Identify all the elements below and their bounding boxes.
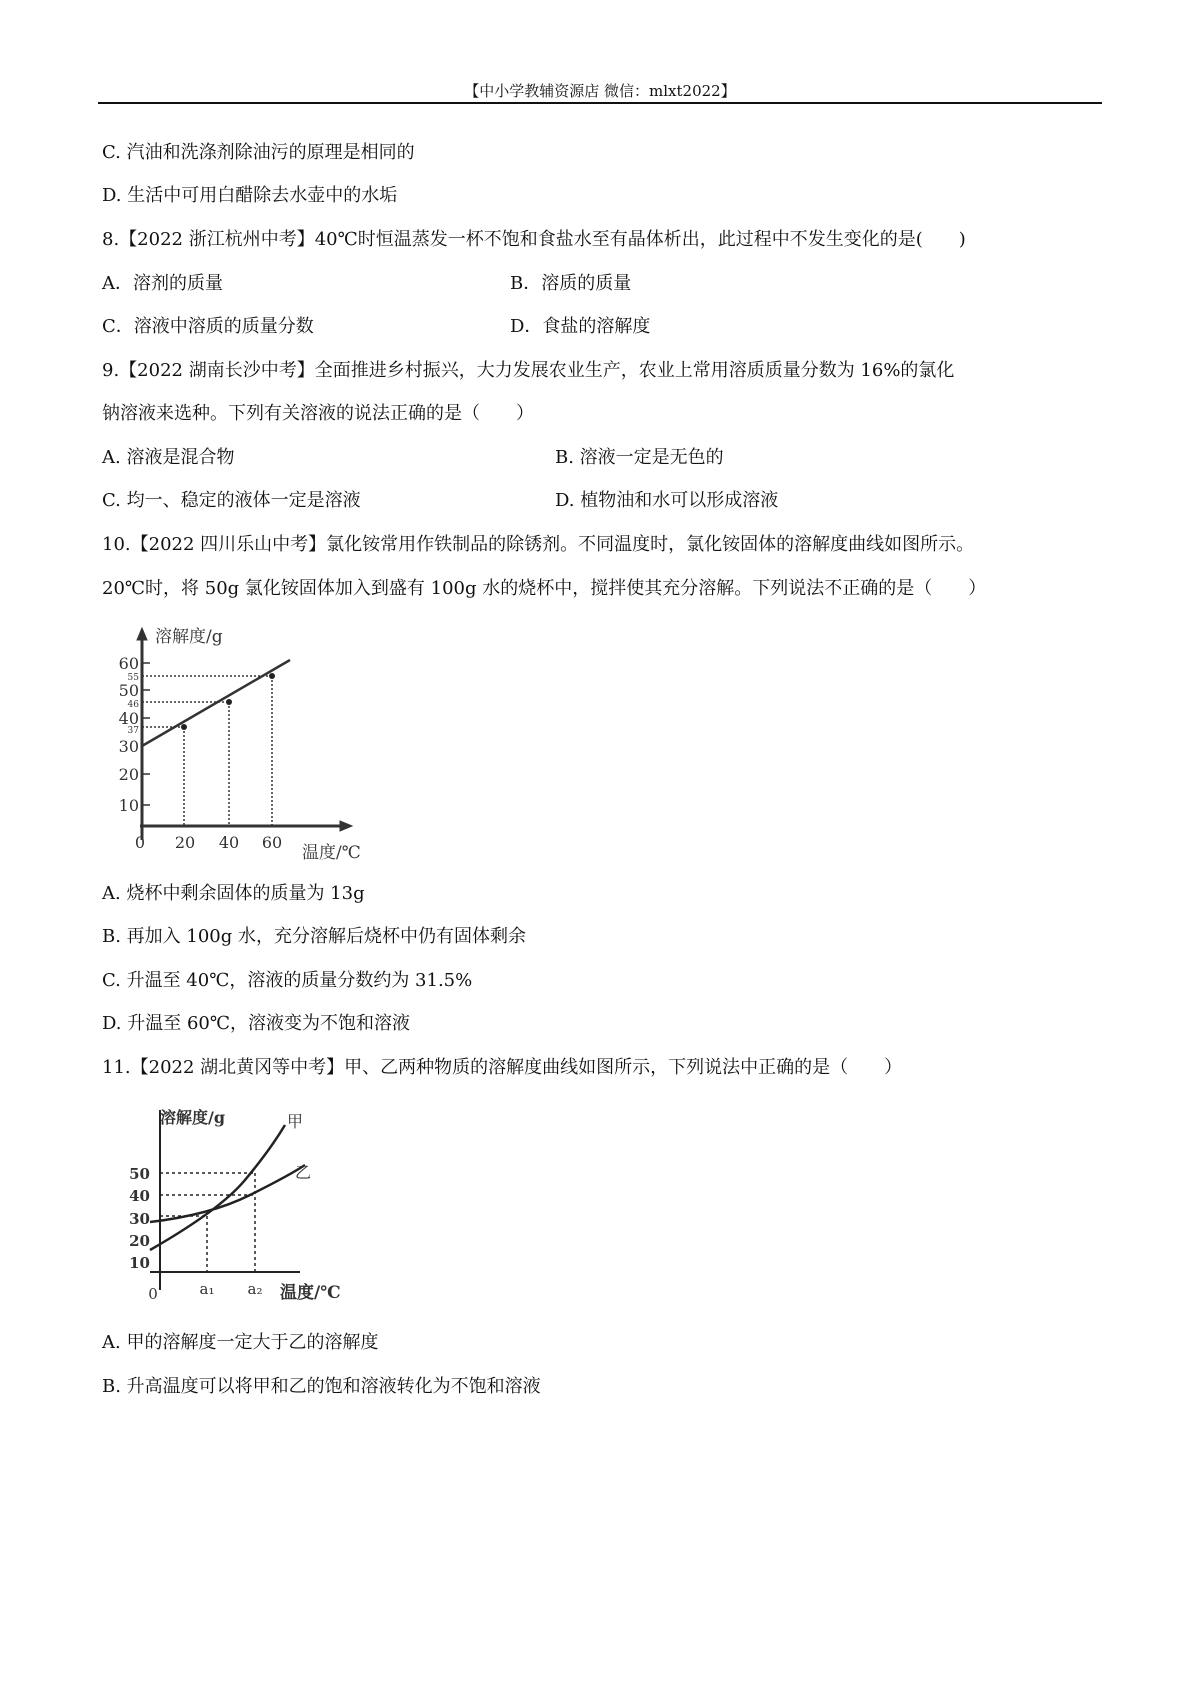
q11-series-yi-label: 乙 <box>295 1163 312 1182</box>
q9-option-b: B. 溶液一定是无色的 <box>555 447 724 468</box>
q10-stem-2: 20℃时，将 50g 氯化铵固体加入到盛有 100g 水的烧杯中，搅拌使其充分溶解。下列说法不正确的是（ ） <box>102 578 987 599</box>
q10-ytick: 37 <box>127 726 139 736</box>
q10-ytick: 60 <box>118 654 139 673</box>
q11-ytick: 30 <box>129 1210 150 1228</box>
q11-x-axis-label: 温度/℃ <box>280 1283 341 1303</box>
page-header: 【中小学教辅资源店 微信：mlxt2022】 <box>464 82 736 100</box>
q11-stem: 11.【2022 湖北黄冈等中考】甲、乙两种物质的溶解度曲线如图所示，下列说法中正确的是（ ） <box>102 1057 903 1078</box>
q10-xtick: 20 <box>174 833 196 852</box>
q10-x-axis-label: 温度/℃ <box>302 843 361 863</box>
q11-y-axis-label: 溶解度/g <box>160 1108 226 1127</box>
q11-ytick: 50 <box>129 1165 150 1183</box>
q8-option-c: C．溶液中溶质的质量分数 <box>102 316 314 337</box>
q10-ytick: 40 <box>118 709 139 728</box>
q10-y-axis-label: 溶解度/g <box>155 627 223 647</box>
q8-option-a: A．溶剂的质量 <box>102 273 223 294</box>
q9-option-c: C. 均一、稳定的液体一定是溶液 <box>102 490 361 511</box>
q11-option-a: A. 甲的溶解度一定大于乙的溶解度 <box>102 1332 379 1353</box>
q8-option-b: B．溶质的质量 <box>510 273 632 294</box>
q10-ytick: 50 <box>118 681 139 700</box>
q10-xtick: 0 <box>134 833 146 852</box>
q10-ytick: 55 <box>127 673 139 683</box>
q11-ytick: 20 <box>129 1232 150 1250</box>
q11-series-jia-label: 甲 <box>287 1112 304 1131</box>
q8-option-d: D．食盐的溶解度 <box>510 316 651 337</box>
q10-option-c: C. 升温至 40℃，溶液的质量分数约为 31.5% <box>102 970 473 991</box>
q10-option-d: D. 升温至 60℃，溶液变为不饱和溶液 <box>102 1013 410 1034</box>
q7-option-c: C. 汽油和洗涤剂除油污的原理是相同的 <box>102 142 415 163</box>
q9-stem-2: 钠溶液来选种。下列有关溶液的说法正确的是（ ） <box>102 403 534 424</box>
q10-xtick: 60 <box>261 833 283 852</box>
q10-ytick: 10 <box>118 796 139 815</box>
q10-ytick: 30 <box>118 737 139 756</box>
q9-stem-1: 9.【2022 湖南长沙中考】全面推进乡村振兴，大力发展农业生产，农业上常用溶质质量分数为 16%的氯化 <box>102 360 955 381</box>
q11-xtick: a₁ <box>199 1280 215 1298</box>
q10-option-b: B. 再加入 100g 水，充分溶解后烧杯中仍有固体剩余 <box>102 926 526 947</box>
q11-xtick: 0 <box>148 1285 158 1303</box>
q11-ytick: 40 <box>129 1187 150 1205</box>
q10-ytick: 46 <box>127 700 139 710</box>
q11-option-b: B. 升高温度可以将甲和乙的饱和溶液转化为不饱和溶液 <box>102 1376 541 1397</box>
q10-option-a: A. 烧杯中剩余固体的质量为 13g <box>102 883 365 904</box>
q9-option-d: D. 植物油和水可以形成溶液 <box>555 490 779 511</box>
q10-stem-1: 10.【2022 四川乐山中考】氯化铵常用作铁制品的除锈剂。不同温度时，氯化铵固体的溶解度曲线如图所示。 <box>102 534 975 555</box>
q7-option-d: D. 生活中可用白醋除去水壶中的水垢 <box>102 185 398 206</box>
q9-option-a: A. 溶液是混合物 <box>102 447 235 468</box>
q11-xtick: a₂ <box>247 1280 263 1298</box>
q8-stem: 8.【2022 浙江杭州中考】40℃时恒温蒸发一杯不饱和食盐水至有晶体析出，此过程中不发生变化的是( ) <box>102 229 966 250</box>
q10-xtick: 40 <box>218 833 240 852</box>
q11-ytick: 10 <box>129 1254 150 1272</box>
q10-ytick: 20 <box>118 765 139 784</box>
